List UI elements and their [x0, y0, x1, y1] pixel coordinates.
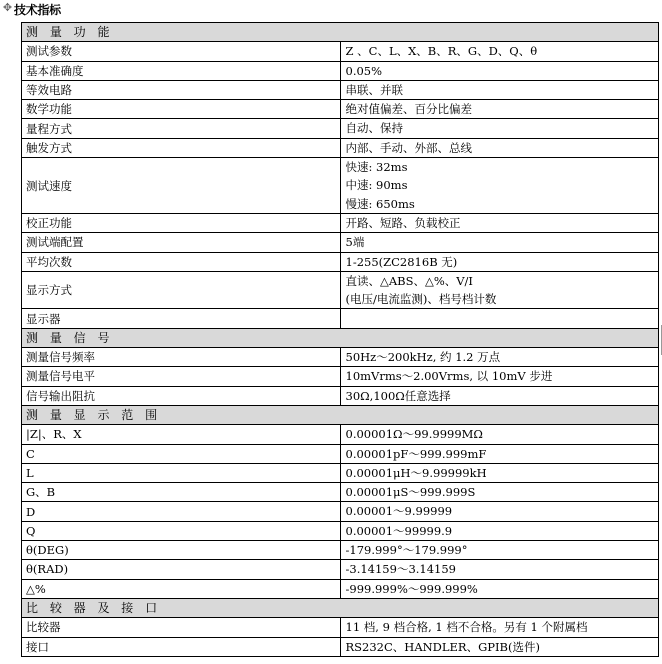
- table-row: [22, 521, 659, 540]
- value-line: 0.05%: [345, 63, 383, 78]
- table-row: [22, 42, 659, 61]
- row-label: 显示方式: [22, 271, 341, 309]
- value-line: 直读、△ABS、△%、V/I: [345, 273, 473, 288]
- table-row: [22, 100, 659, 119]
- row-value: [340, 502, 659, 521]
- value-line: Z 、C、L、X、B、R、G、D、Q、θ: [345, 44, 538, 59]
- row-label: 测试速度: [22, 158, 341, 214]
- row-value: [340, 42, 659, 61]
- row-value: [340, 100, 659, 119]
- section-title: 比 较 器 及 接 口: [22, 598, 659, 617]
- table-row: [22, 618, 659, 637]
- row-value: [340, 521, 659, 540]
- table-row: [22, 233, 659, 252]
- row-value: [340, 309, 659, 328]
- table-row: [22, 119, 659, 138]
- table-row: [22, 483, 659, 502]
- row-value: [340, 348, 659, 367]
- value-line: 中速: 90ms: [345, 178, 408, 193]
- value-line: -3.14159～3.14159: [345, 562, 456, 577]
- value-line: -999.999%～999.999%: [345, 581, 478, 596]
- value-line: 11 档, 9 档合格, 1 档不合格。另有 1 个附属档: [345, 620, 588, 635]
- row-label: 平均次数: [22, 252, 341, 271]
- row-label: 数学功能: [22, 100, 341, 119]
- row-value: [340, 386, 659, 405]
- table-row: [22, 213, 659, 232]
- row-value: [340, 367, 659, 386]
- value-line: 绝对值偏差、百分比偏差: [345, 102, 472, 117]
- row-value: [340, 425, 659, 444]
- row-label: 显示器: [22, 309, 341, 328]
- value-line: 内部、手动、外部、总线: [345, 140, 472, 155]
- move-handle-icon[interactable]: ✥: [2, 1, 13, 14]
- table-row: [22, 425, 659, 444]
- value-line: 30Ω,100Ω任意选择: [345, 388, 451, 403]
- value-line: -179.999°～179.999°: [345, 543, 468, 558]
- section-header-row: [22, 598, 659, 617]
- row-label: 基本准确度: [22, 61, 341, 80]
- section-title: 测 量 功 能: [22, 23, 659, 42]
- row-value: [340, 541, 659, 560]
- table-row: [22, 61, 659, 80]
- value-line: (电压/电流监测)、档号档计数: [345, 292, 497, 307]
- row-value: [340, 618, 659, 637]
- row-label: D: [22, 502, 341, 521]
- section-header-row: [22, 328, 659, 347]
- table-row: [22, 367, 659, 386]
- row-value: [340, 637, 659, 656]
- row-value: [340, 483, 659, 502]
- row-value: [340, 119, 659, 138]
- value-line: 0.00001μS～999.999S: [345, 485, 476, 500]
- row-label: △%: [22, 579, 341, 598]
- row-label: 测试参数: [22, 42, 341, 61]
- table-row: [22, 252, 659, 271]
- row-label: Q: [22, 521, 341, 540]
- value-line: 50Hz～200kHz, 约 1.2 万点: [345, 350, 501, 365]
- table-row: [22, 444, 659, 463]
- table-row: [22, 348, 659, 367]
- row-value: [340, 213, 659, 232]
- value-line: 0.00001Ω～99.9999MΩ: [345, 427, 483, 442]
- row-value: [340, 463, 659, 482]
- section-header-row: [22, 405, 659, 424]
- row-label: 信号输出阻抗: [22, 386, 341, 405]
- row-label: 校正功能: [22, 213, 341, 232]
- row-label: L: [22, 463, 341, 482]
- value-line: 0.00001～99999.9: [345, 523, 453, 538]
- value-line: 1-255(ZC2816B 无): [345, 254, 458, 269]
- row-label: 量程方式: [22, 119, 341, 138]
- table-row: [22, 502, 659, 521]
- row-value: [340, 138, 659, 157]
- row-label: 测量信号电平: [22, 367, 341, 386]
- row-label: θ(DEG): [22, 541, 341, 560]
- table-row: [22, 637, 659, 656]
- section-title: 测 量 显 示 范 围: [22, 405, 659, 424]
- spec-table-body: [22, 23, 659, 657]
- row-value: [340, 560, 659, 579]
- row-label: C: [22, 444, 341, 463]
- row-value: [340, 158, 659, 214]
- row-value: [340, 579, 659, 598]
- table-row: [22, 463, 659, 482]
- row-label: θ(RAD): [22, 560, 341, 579]
- row-value: [340, 233, 659, 252]
- table-row: [22, 579, 659, 598]
- row-label: |Z|、R、X: [22, 425, 341, 444]
- row-value: [340, 61, 659, 80]
- value-line: 0.00001pF～999.999mF: [345, 446, 487, 461]
- row-value: [340, 271, 659, 309]
- row-value: [340, 444, 659, 463]
- row-label: 触发方式: [22, 138, 341, 157]
- row-label: 接口: [22, 637, 341, 656]
- doc-title: 技术指标: [14, 3, 61, 17]
- table-row: [22, 158, 659, 214]
- value-line: RS232C、HANDLER、GPIB(选件): [345, 639, 540, 654]
- row-label: G、B: [22, 483, 341, 502]
- row-value: [340, 252, 659, 271]
- row-label: 比较器: [22, 618, 341, 637]
- value-line: 0.00001μH～9.99999kH: [345, 465, 487, 480]
- table-row: [22, 138, 659, 157]
- table-row: [22, 541, 659, 560]
- section-title: 测 量 信 号: [22, 328, 659, 347]
- row-label: 测量信号频率: [22, 348, 341, 367]
- table-row: [22, 271, 659, 309]
- value-line: 串联、并联: [345, 82, 403, 97]
- value-line: 10mVrms～2.00Vrms, 以 10mV 步进: [345, 369, 553, 384]
- row-value: [340, 80, 659, 99]
- table-row: [22, 80, 659, 99]
- table-row: [22, 560, 659, 579]
- value-line: 慢速: 650ms: [345, 196, 415, 211]
- row-label: 等效电路: [22, 80, 341, 99]
- table-row: [22, 309, 659, 328]
- value-line: 开路、短路、负载校正: [345, 215, 461, 230]
- value-line: [346, 309, 655, 327]
- spec-table: [21, 22, 659, 657]
- value-line: 快速: 32ms: [345, 160, 408, 175]
- value-line: 自动、保持: [345, 121, 403, 136]
- row-label: 测试端配置: [22, 233, 341, 252]
- table-row: [22, 386, 659, 405]
- value-line: 0.00001～9.99999: [345, 504, 453, 519]
- value-line: 5端: [345, 235, 365, 250]
- section-header-row: [22, 23, 659, 42]
